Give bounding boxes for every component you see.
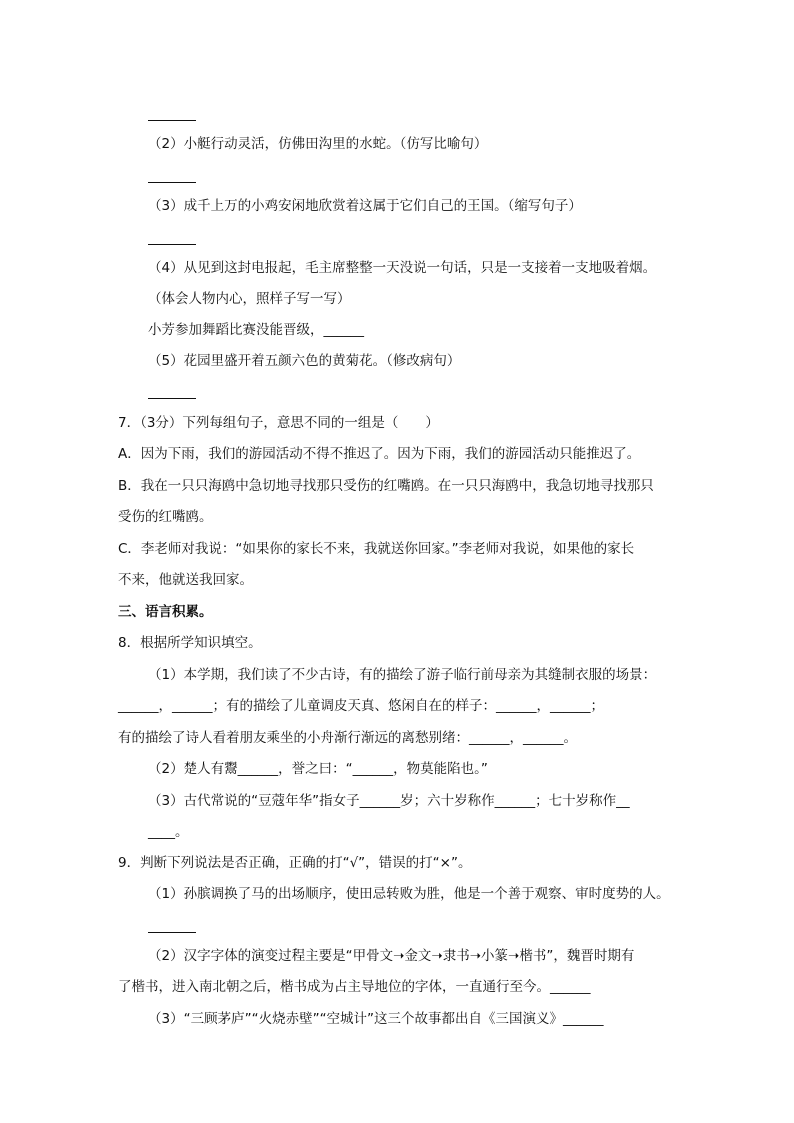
q8-item2: （2）楚人有鬻______，誉之曰：“______，物莫能陷也。” <box>148 761 488 777</box>
section-heading: 三、语言积累。 <box>118 604 213 620</box>
q6-item5: （5）花园里盛开着五颜六色的黄菊花。（修改病句） <box>148 353 461 369</box>
q7-option-a[interactable]: A．因为下雨，我们的游园活动不得不推迟了。因为下雨，我们的游园活动只能推迟了。 <box>118 446 641 462</box>
q8-item3-line1: （3）古代常说的“豆蔻年华”指女子______岁；六十岁称作______；七十岁称作__ <box>148 793 630 809</box>
q8-item1-line1: （1）本学期，我们读了不少古诗，有的描绘了游子临行前母亲为其缝制衣服的场景： <box>148 667 657 683</box>
answer-blank[interactable] <box>148 182 196 183</box>
answer-blank[interactable] <box>148 932 196 933</box>
q6-item4-line1: （4）从见到这封电报起，毛主席整整一天没说一句话，只是一支接着一支地吸着烟。 <box>148 260 657 276</box>
q8-stem: 8．根据所学知识填空。 <box>118 635 262 651</box>
q6-item2: （2）小艇行动灵活，仿佛田沟里的水蛇。（仿写比喻句） <box>148 136 488 152</box>
q7-option-c-line2[interactable]: 不来，他就送我回家。 <box>118 572 253 588</box>
q6-item3: （3）成千上万的小鸡安闲地欣赏着这属于它们自己的王国。（缩写句子） <box>148 198 582 214</box>
q9-item2-line1: （2）汉字字体的演变过程主要是“甲骨文➝金文➝隶书➝小篆➝楷书”，魏晋时期有 <box>148 948 635 964</box>
q9-stem: 9．判断下列说法是否正确，正确的打“√”，错误的打“×”。 <box>118 855 472 871</box>
q8-item1-line2: ______，______；有的描绘了儿童调皮天真、悠闲自在的样子：______，______； <box>118 698 604 714</box>
q7-option-b-line2[interactable]: 受伤的红嘴鸥。 <box>118 509 213 525</box>
q9-item1: （1）孙膑调换了马的出场顺序，使田忌转败为胜，他是一个善于观察、审时度势的人。 <box>148 886 670 902</box>
q9-item3: （3）“三顾茅庐”“火烧赤壁”“空城计”这三个故事都出自《三国演义》______ <box>148 1011 604 1027</box>
answer-blank[interactable] <box>148 120 196 121</box>
q8-item1-line3: 有的描绘了诗人看着朋友乘坐的小舟渐行渐远的离愁别绪：______，______。 <box>118 730 577 746</box>
answer-blank[interactable] <box>148 244 196 245</box>
q8-item3-line2: ____。 <box>148 824 189 840</box>
q7-option-b-line1[interactable]: B．我在一只只海鸥中急切地寻找那只受伤的红嘴鸥。在一只只海鸥中，我急切地寻找那只 <box>118 478 654 494</box>
q9-item2-line2: 了楷书，进入南北朝之后，楷书成为占主导地位的字体，一直通行至今。______ <box>118 979 591 995</box>
q7-option-c-line1[interactable]: C．李老师对我说：“如果你的家长不来，我就送你回家。”李老师对我说，如果他的家长 <box>118 541 635 557</box>
answer-blank[interactable] <box>148 398 196 399</box>
q7-stem: 7．（3分）下列每组句子，意思不同的一组是（ ） <box>118 415 439 431</box>
q6-item4-line3: 小芳参加舞蹈比赛没能晋级，______ <box>148 322 364 338</box>
q6-item4-line2: （体会人物内心，照样子写一写） <box>148 291 351 307</box>
